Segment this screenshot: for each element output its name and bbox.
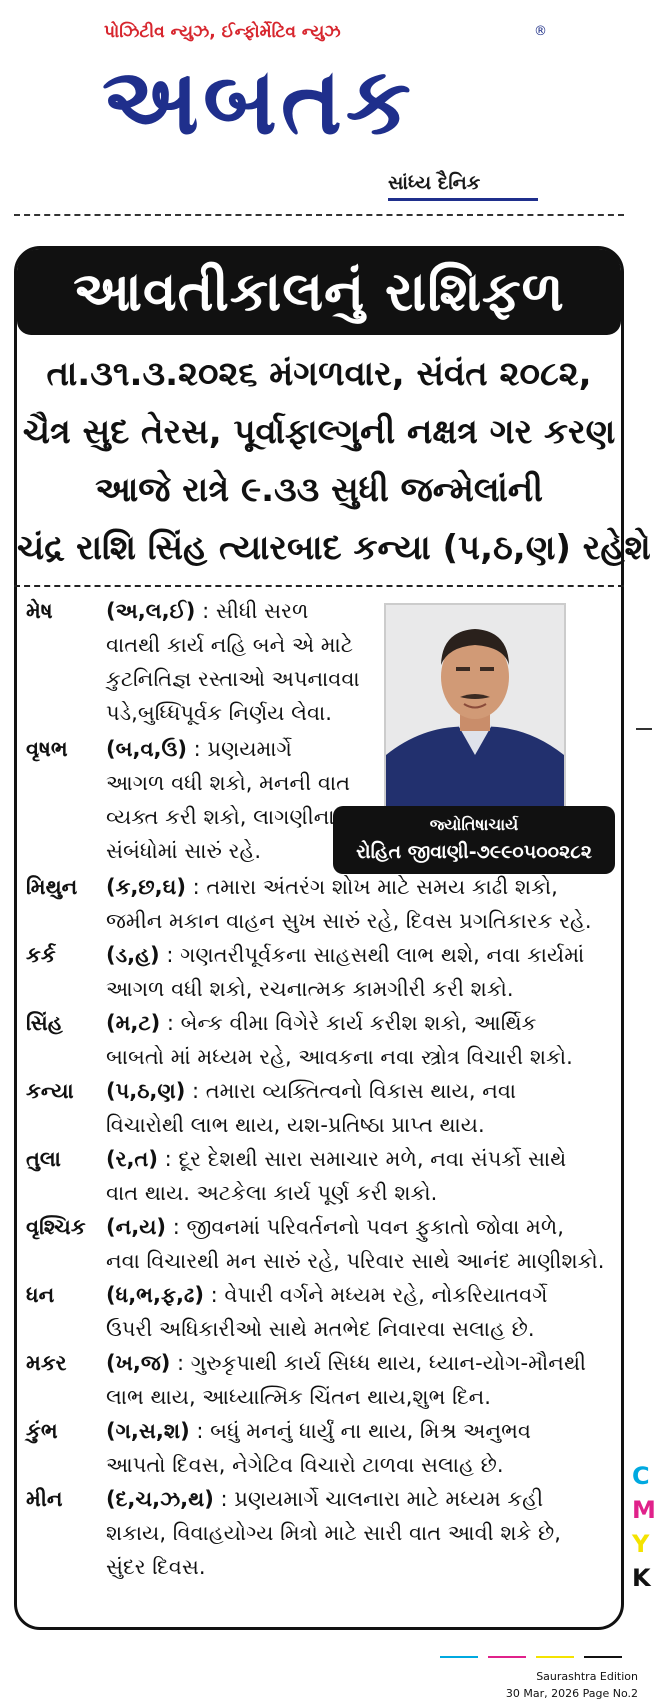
rashi-text: : તમારા વ્યક્તિત્વનો વિકાસ થાય, નવા xyxy=(185,1079,517,1103)
rashi-name: સિંહ xyxy=(26,1011,63,1035)
rashi-continuation xyxy=(106,1176,437,1210)
cmyk-y-mark: Y xyxy=(632,1530,650,1558)
date-block xyxy=(17,345,651,577)
rashi-text: : બેન્ક વીમા વિગેરે કાર્ય કરીશ શકો, આર્થિક xyxy=(160,1011,537,1035)
rashi-continuation xyxy=(106,972,514,1006)
rashi-line: વ્યક્ત કરી શકો, લાગણીના xyxy=(106,805,335,829)
rashi-name: મિથુન xyxy=(26,875,78,899)
rashi-continuation xyxy=(106,1448,504,1482)
cmyk-m-mark: M xyxy=(632,1496,656,1524)
rashi-letters: (ખ,જ) xyxy=(106,1351,171,1375)
masthead-tagline: પોઝિટીવ ન્યુઝ, ઈન્ફોર્મેટિવ ન્યુઝ xyxy=(104,22,341,42)
rashi-text: : ગણતરીપૂર્વકના સાહસથી લાભ થશે, નવા કાર્યમાં xyxy=(159,943,585,967)
rashi-line: વિચારોથી લાભ થાય, યશ-પ્રતિષ્ઠા પ્રાપ્ત થાય. xyxy=(106,1113,485,1137)
rashi-line: કુટનિતિજ્ઞ રસ્તાઓ અપનાવવા xyxy=(106,667,360,691)
rashi-letters: (ડ,હ) xyxy=(106,943,160,967)
subtitle-underline xyxy=(388,198,538,201)
rashi-name: વૃશ્ચિક xyxy=(26,1215,86,1239)
rashi-first-line xyxy=(106,1278,548,1312)
rashi-name: મેષ xyxy=(26,599,53,623)
rashi-text: : પ્રણયમાર્ગે ચાલનારા માટે મધ્યમ કહી xyxy=(213,1487,544,1511)
rashi-letters: (ધ,ભ,ફ,ઢ) xyxy=(106,1283,204,1307)
rashi-text: : પ્રણયમાર્ગે xyxy=(186,737,292,761)
rashi-name: કર્ક xyxy=(26,943,56,967)
rashi-line: બાબતો માં મધ્યમ રહે, આવકના નવા સ્ત્રોત્ર વિચારી શકો. xyxy=(106,1045,573,1069)
rashi-continuation xyxy=(106,1380,491,1414)
registered-mark: ® xyxy=(534,24,547,39)
top-dashed-rule xyxy=(14,214,624,216)
color-bar-magenta xyxy=(488,1656,526,1658)
rashi-continuation xyxy=(106,904,592,938)
edition-date-page: 30 Mar, 2026 Page No.2 xyxy=(505,1687,638,1700)
date-line-1: તા.૩૧.૩.૨૦૨૬ મંગળવાર, સંવંત ૨૦૮૨, xyxy=(46,354,592,394)
rashi-first-line xyxy=(106,938,584,972)
article-heading: આવતીકાલનું રાશિફળ xyxy=(73,260,565,323)
rashi-continuation xyxy=(106,1312,535,1346)
rashi-name: વૃષભ xyxy=(26,737,68,761)
newspaper-logo: અબતક xyxy=(102,48,415,155)
date-line-2: ચૈત્ર સુદ તેરસ, પૂર્વાફાલ્ગુની નક્ષત્ર ગર કરણ xyxy=(22,412,616,452)
cmyk-k-mark: K xyxy=(632,1564,651,1592)
rashi-text: : ગુરુકૃપાથી કાર્ય સિધ્ધ થાય, ધ્યાન-યોગ-મૌનથી xyxy=(170,1351,587,1375)
rashi-letters: (અ,લ,ઈ) xyxy=(106,599,196,623)
rashi-continuation xyxy=(106,766,350,868)
rashi-continuation xyxy=(106,1040,573,1074)
rashi-continuation xyxy=(106,1244,604,1278)
rashi-continuation xyxy=(106,1516,561,1584)
rashi-first-line xyxy=(106,732,292,766)
astrologer-name: રોહિત જીવાણી-૭૯૯૦૫૦૦૨૮૨ xyxy=(356,841,592,863)
rashi-line: લાભ થાય, આધ્યાત્મિક ચિંતન થાય,શુભ દિન. xyxy=(106,1385,491,1409)
rashi-line: નવા વિચારથી મન સારું રહે, પરિવાર સાથે આનંદ માણીશકો. xyxy=(106,1249,605,1273)
rashi-text: : તમારા અંતરંગ શોખ માટે સમય કાઢી શકો, xyxy=(185,875,558,899)
astrologer-caption xyxy=(333,806,615,874)
color-bar-black xyxy=(584,1656,622,1658)
rashi-letters: (ક,છ,ઘ) xyxy=(106,875,186,899)
rashi-line: આગળ વધી શકો, રચનાત્મક કામગીરી કરી શકો. xyxy=(106,977,514,1001)
rashi-line: આગળ વધી શકો, મનની વાત xyxy=(106,771,351,795)
date-line-4: ચંદ્ર રાશિ સિંહ ત્યારબાદ કન્યા (પ,ઠ,ણ) રહેશે xyxy=(17,528,651,568)
rashi-name: મીન xyxy=(26,1487,63,1511)
edition-info xyxy=(506,1668,638,1702)
rashi-name: મકર xyxy=(26,1351,67,1375)
rashi-first-line xyxy=(106,1414,531,1448)
rashi-line: ઉપરી અધિકારીઓ સાથે મતભેદ નિવારવા સલાહ છે. xyxy=(106,1317,535,1341)
rashi-letters: (ગ,સ,શ) xyxy=(106,1419,190,1443)
rashi-letters: (દ,ચ,ઝ,થ) xyxy=(106,1487,214,1511)
rashi-letters: (બ,વ,ઉ) xyxy=(106,737,187,761)
rashi-text: : સીધી સરળ xyxy=(195,599,309,623)
astrologer-title: જ્યોતિષાચાર્ય xyxy=(429,815,519,834)
color-bar-yellow xyxy=(536,1656,574,1658)
rashi-letters: (પ,ઠ,ણ) xyxy=(106,1079,186,1103)
rashi-first-line xyxy=(106,1006,536,1040)
rashi-continuation xyxy=(106,628,360,730)
rashi-first-line xyxy=(106,1482,543,1516)
edition-name: Saurashtra Edition xyxy=(536,1670,638,1683)
rashi-name: ધન xyxy=(26,1283,55,1307)
date-line-3: આજે રાત્રે ૯.૩૩ સુધી જન્મેલાંની xyxy=(95,470,543,510)
rashi-text: : જીવનમાં પરિવર્તનનો પવન ફુકાતો જોવા મળે, xyxy=(166,1215,564,1239)
rashi-line: સુંદર દિવસ. xyxy=(106,1555,206,1579)
rashi-continuation xyxy=(106,1108,485,1142)
rashi-text: : બધું મનનું ધાર્યું ના થાય, મિશ્ર અનુભવ xyxy=(189,1419,531,1443)
rashi-line: શકાય, વિવાહયોગ્ય મિત્રો માટે સારી વાત આવી શકે છે, xyxy=(106,1521,561,1545)
rashi-name: કુંભ xyxy=(26,1419,58,1443)
rashi-text: : વેપારી વર્ગને મધ્યમ રહે, નોકરિયાતવર્ગે xyxy=(203,1283,548,1307)
rashi-first-line xyxy=(106,1210,564,1244)
masthead-subtitle: સાંધ્ય દૈનિક xyxy=(388,172,481,194)
rashi-first-line xyxy=(106,1142,566,1176)
astrologer-photo xyxy=(384,603,566,811)
color-bar-cyan xyxy=(440,1656,478,1658)
rashi-name: તુલા xyxy=(26,1147,61,1171)
rashi-text: : દૂર દેશથી સારા સમાચાર મળે, નવા સંપર્કો સાથે xyxy=(157,1147,567,1171)
rashi-name: કન્યા xyxy=(26,1079,74,1103)
rashi-line: આપતો દિવસ, નેગેટિવ વિચારો ટાળવા સલાહ છે. xyxy=(106,1453,504,1477)
rashi-line: જમીન મકાન વાહન સુખ સારું રહે, દિવસ પ્રગતિકારક રહે. xyxy=(106,909,592,933)
rashi-line: વાત થાય. અટકેલા કાર્ય પૂર્ણ કરી શકો. xyxy=(106,1181,438,1205)
print-side-mark xyxy=(636,728,652,730)
section-dashed-rule xyxy=(14,585,624,587)
rashi-first-line xyxy=(106,594,308,628)
rashi-letters: (ન,ય) xyxy=(106,1215,167,1239)
rashi-line: પડે,બુધ્ધિપૂર્વક નિર્ણય લેવા. xyxy=(106,701,332,725)
cmyk-c-mark: C xyxy=(632,1462,650,1490)
rashi-line: વાતથી કાર્ય નહિ બને એ માટે xyxy=(106,633,353,657)
rashi-letters: (મ,ટ) xyxy=(106,1011,161,1035)
rashi-letters: (ર,ત) xyxy=(106,1147,158,1171)
rashi-first-line xyxy=(106,1074,516,1108)
rashi-first-line xyxy=(106,1346,586,1380)
rashi-line: સંબંધોમાં સારું રહે. xyxy=(106,839,262,863)
heading-band xyxy=(17,249,621,335)
rashi-first-line xyxy=(106,870,558,904)
